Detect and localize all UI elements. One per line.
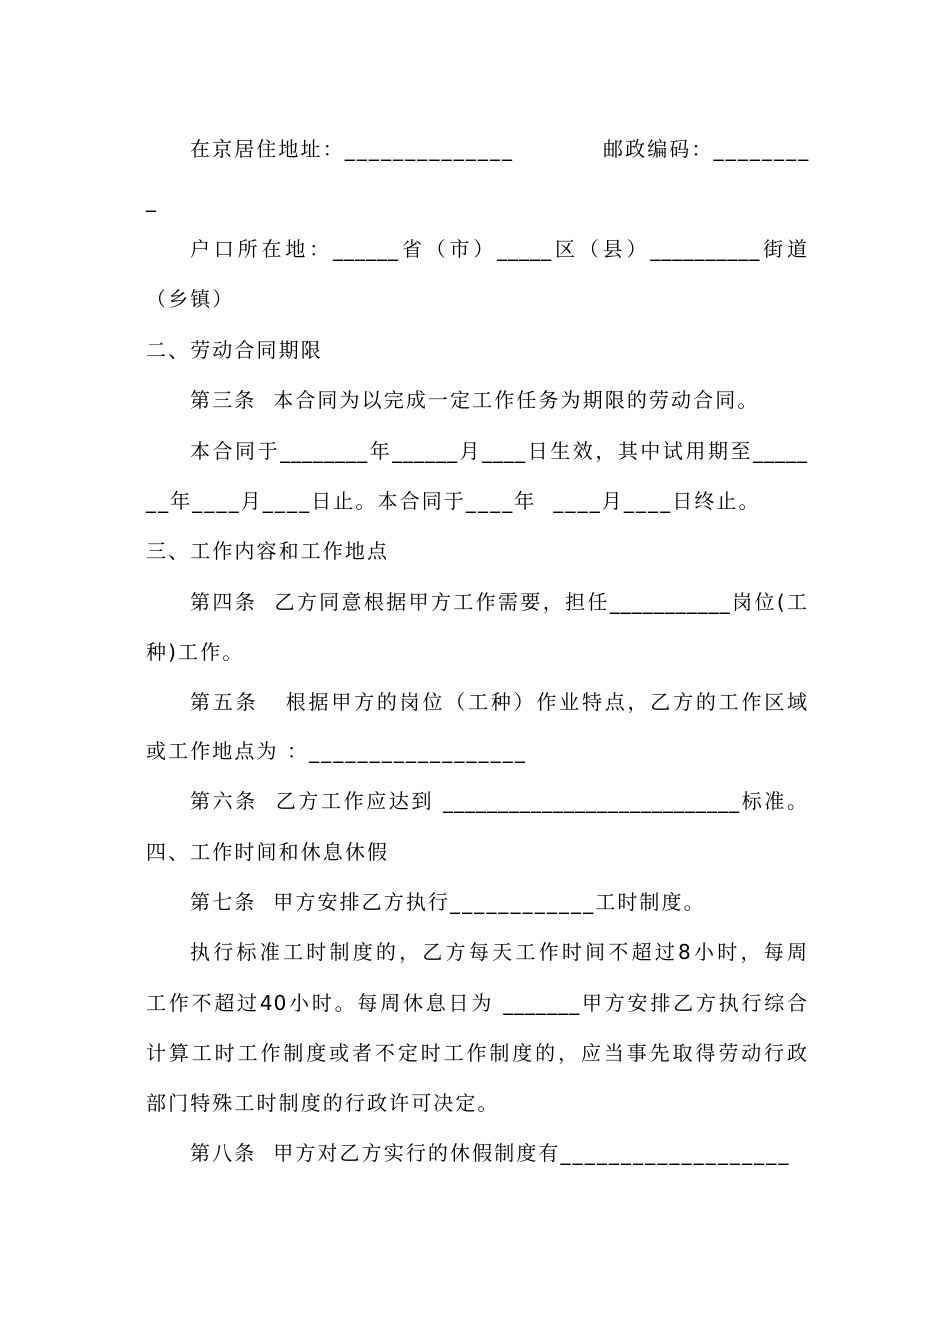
section-heading: 三、工作内容和工作地点	[146, 539, 390, 563]
paragraph-line: 第五条 根据甲方的岗位（工种）作业特点，乙方的工作区域	[190, 690, 808, 714]
paragraph-line: 或工作地点为 ：__________________	[146, 739, 527, 763]
address-line: 在京居住地址：______________	[190, 137, 515, 161]
paragraph-line: 第三条 本合同为以完成一定工作任务为期限的劳动合同。	[190, 388, 760, 412]
paragraph-line: 计算工时工作制度或者不定时工作制度的，应当事先取得劳动行政	[146, 1041, 808, 1065]
hukou-line-cont: （乡镇）	[146, 287, 235, 311]
postcode-line: 邮政编码：________	[603, 137, 811, 161]
postcode-overflow: _	[146, 188, 159, 212]
paragraph-line: 第七条 甲方安排乙方执行____________工时制度。	[190, 890, 706, 914]
paragraph-line: 第四条 乙方同意根据甲方工作需要，担任___________岗位(工	[190, 590, 808, 614]
hukou-line: 户口所在地：______省（市）_____区（县）__________街道	[190, 237, 808, 261]
paragraph-line: 部门特殊工时制度的行政许可决定。	[146, 1091, 500, 1115]
section-heading: 四、工作时间和休息休假	[146, 840, 390, 864]
paragraph-line: 第六条 乙方工作应达到 ___________________________标准。	[190, 789, 808, 813]
paragraph-line: 种)工作。	[146, 640, 245, 664]
paragraph-line: 工作不超过40小时。每周休息日为 _______甲方安排乙方执行综合	[146, 991, 808, 1015]
paragraph-line: 本合同于________年______月____日生效，其中试用期至_____	[190, 439, 808, 463]
paragraph-line: __年____月____日止。本合同于____年 ____月____日终止。	[146, 489, 761, 513]
section-heading: 二、劳动合同期限	[146, 338, 323, 362]
paragraph-line: 执行标准工时制度的，乙方每天工作时间不超过8小时，每周	[190, 940, 808, 964]
paragraph-line: 第八条 甲方对乙方实行的休假制度有___________________	[190, 1141, 791, 1165]
